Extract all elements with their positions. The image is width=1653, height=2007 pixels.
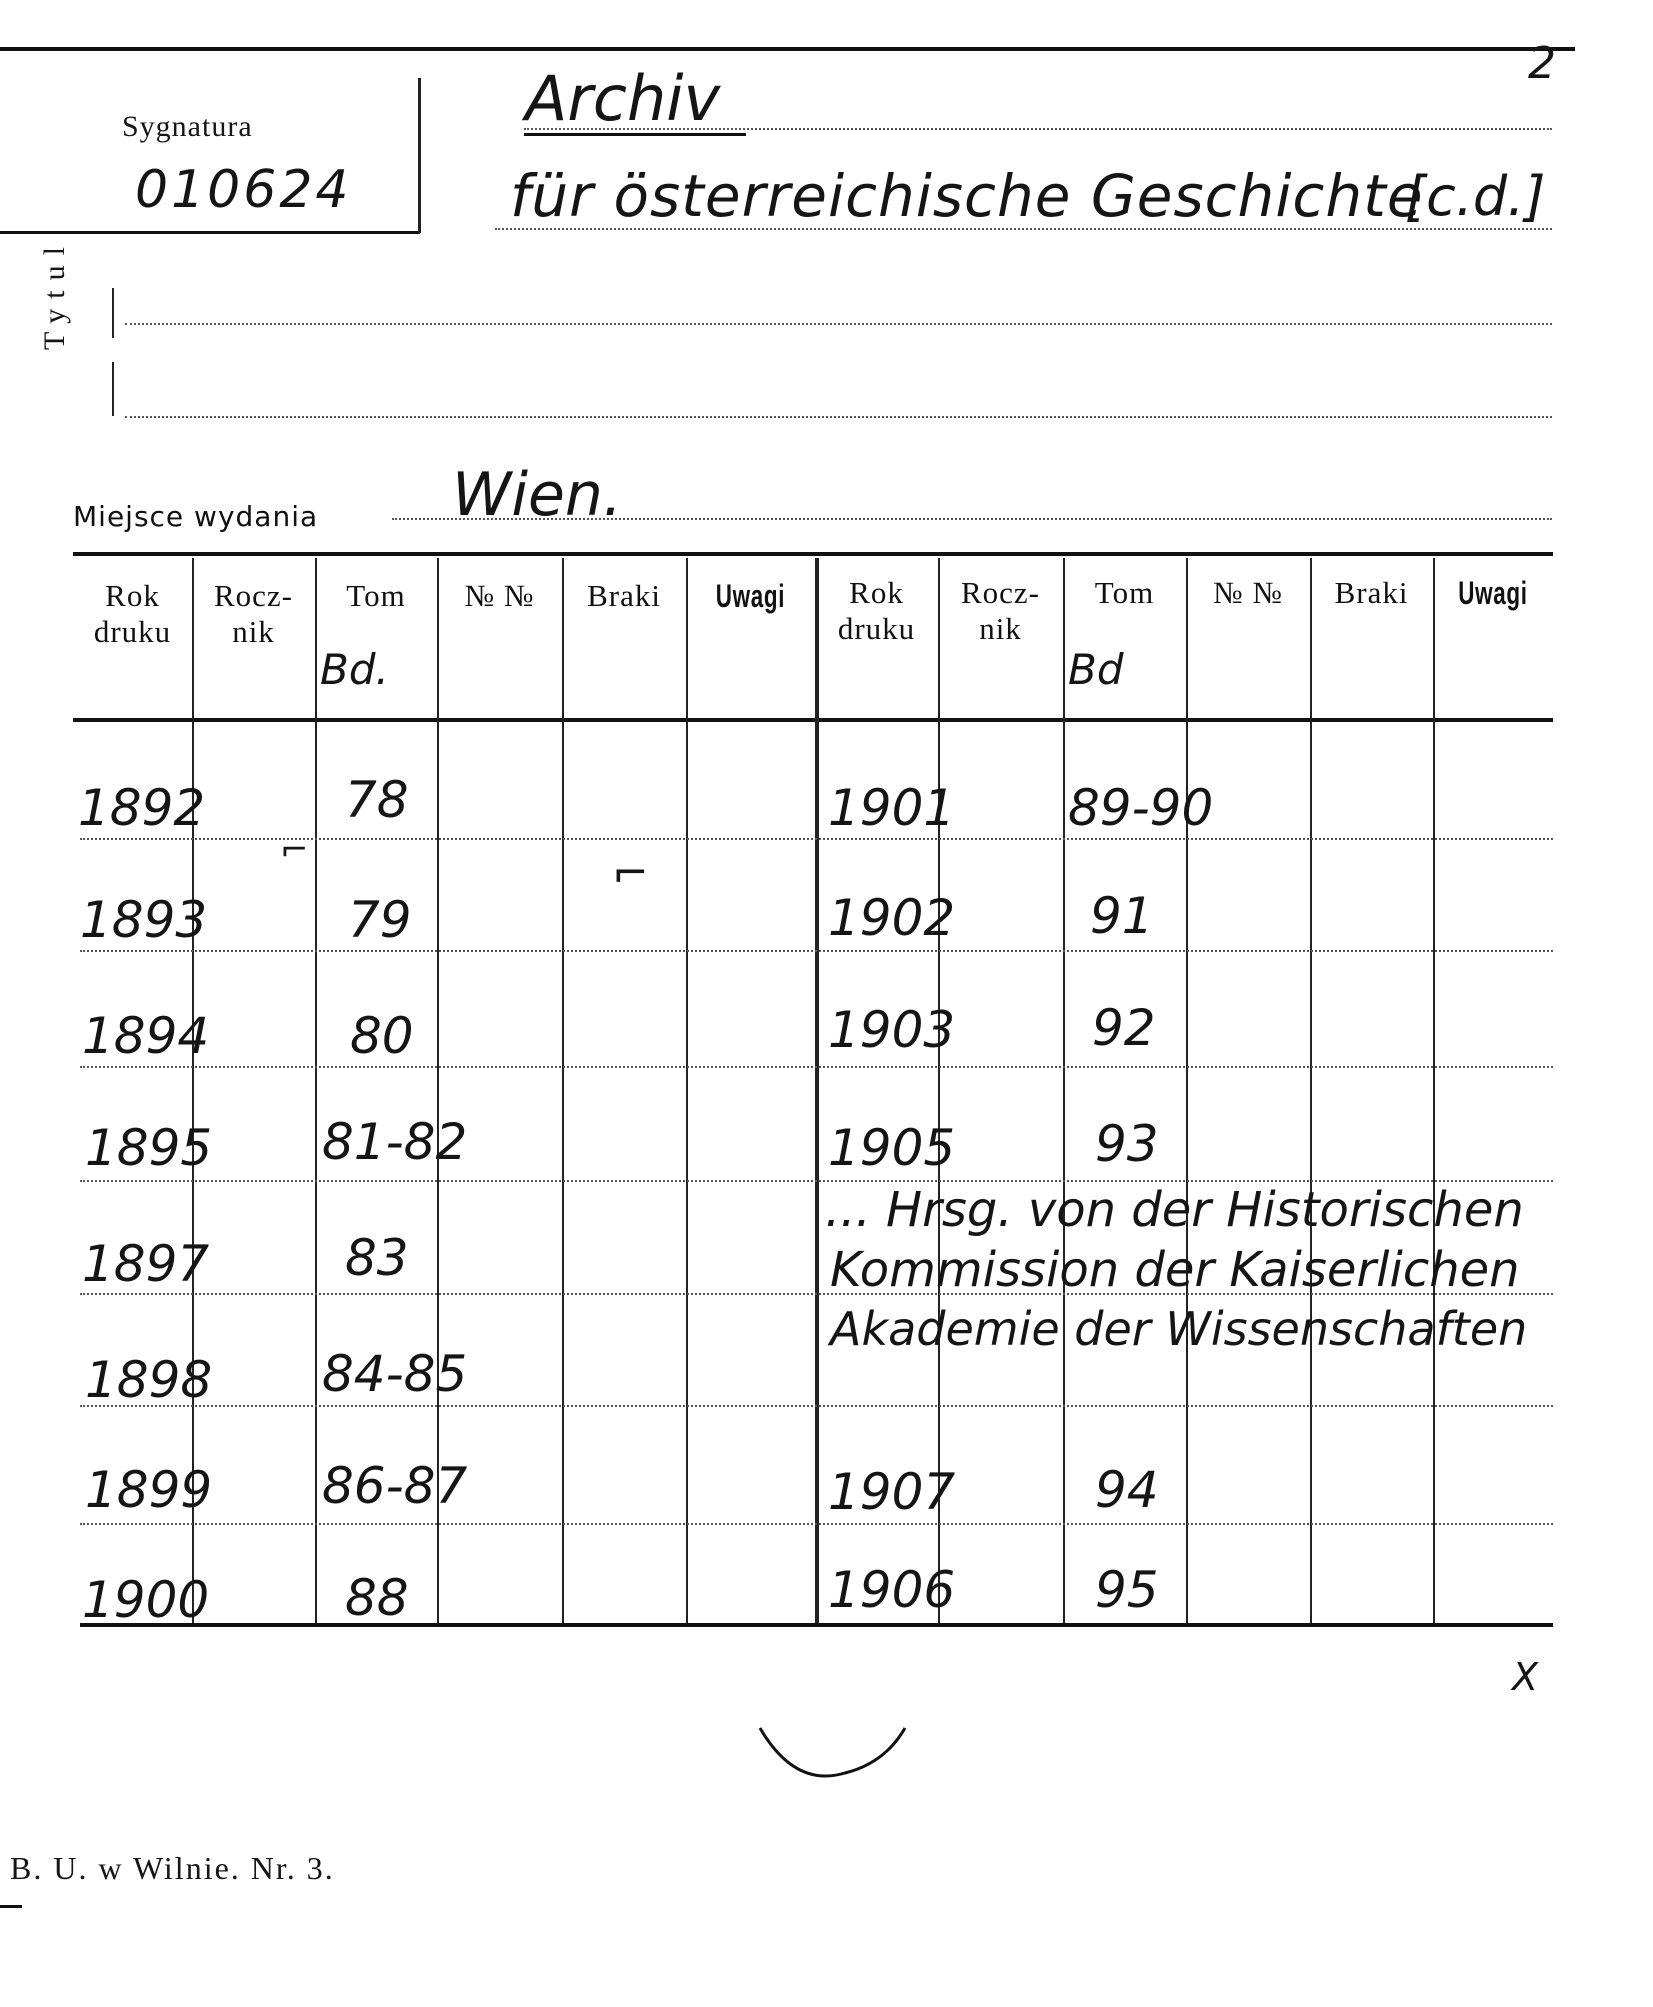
miejsce-value: Wien. (452, 460, 623, 530)
col-line-4 (562, 558, 564, 1623)
left-tom-6: 84-85 (322, 1345, 468, 1403)
right-year-6: 1906 (828, 1561, 956, 1619)
hdr-uwagi-right: Uwagi (1458, 575, 1528, 611)
left-year-7: 1899 (85, 1461, 213, 1519)
sygnatura-label: Sygnatura (122, 110, 253, 143)
hdr-rok-right (815, 575, 938, 647)
col-line-11 (1433, 558, 1435, 1623)
right-tom-5: 94 (1095, 1461, 1159, 1519)
left-tom-2: 79 (348, 891, 412, 949)
table-top (73, 552, 1553, 556)
sygnatura-box-right (418, 78, 421, 233)
hdr-rocznik-r2: nik (979, 611, 1022, 646)
col-line-2 (315, 558, 317, 1623)
col-line-9 (1186, 558, 1188, 1623)
hdr-tom-left: Tom (346, 578, 406, 613)
left-tom-5: 83 (345, 1229, 409, 1287)
hdr-rok-l2: druku (93, 614, 172, 649)
row-sep-7 (80, 1523, 1553, 1525)
footer-stub (0, 1905, 22, 1908)
hdr-braki-left: Braki (587, 578, 661, 613)
hdr-nn-left: № № (464, 578, 535, 613)
hdr-rocznik-l2: nik (232, 614, 275, 649)
left-tom-1: 78 (345, 771, 409, 829)
col-line-8 (1063, 558, 1065, 1623)
tytul-label: Tytul (38, 237, 71, 350)
hdr-tom-sub-left: Bd. (320, 645, 389, 694)
hdr-rocznik-left (192, 578, 315, 650)
right-tom-6: 95 (1095, 1561, 1159, 1619)
title-dotline-2 (495, 228, 1552, 230)
table-bottom (80, 1623, 1553, 1627)
title-underline (524, 133, 746, 136)
miejsce-dotline (392, 518, 1552, 520)
right-year-1: 1901 (828, 779, 956, 837)
left-year-4: 1895 (85, 1119, 213, 1177)
right-tom-1: 89-90 (1068, 779, 1214, 837)
title-line2: für österreichische Geschichte (510, 162, 1424, 230)
left-year-5: 1897 (82, 1235, 210, 1293)
footer-text: B. U. w Wilnie. Nr. 3. (10, 1850, 335, 1886)
note-line-3: Akademie der Wissenschaften (830, 1302, 1528, 1356)
tytul-dotline-1 (125, 323, 1552, 325)
right-year-3: 1903 (828, 1001, 956, 1059)
right-year-2: 1902 (828, 889, 956, 947)
hdr-uwagi-left: Uwagi (715, 578, 786, 614)
row-sep-2 (80, 950, 1553, 952)
miejsce-label: Miejsce wydania (73, 500, 319, 533)
tytul-dotline-2 (125, 416, 1552, 418)
left-year-8: 1900 (82, 1571, 210, 1629)
hdr-tom-sub-right: Bd (1068, 645, 1124, 694)
curve-mark (755, 1718, 915, 1798)
title-dotline-1 (524, 128, 1552, 130)
tytul-bracket-1 (112, 288, 114, 338)
x-mark: X (1512, 1655, 1539, 1699)
hdr-rok-r2: druku (837, 611, 916, 646)
right-year-4: 1905 (828, 1119, 956, 1177)
title-line1: Archiv (525, 62, 721, 135)
page-number: 2 (1528, 38, 1556, 89)
sygnatura-value: 010624 (135, 160, 352, 220)
tytul-bracket-2 (112, 362, 114, 416)
title-line2-suffix: [c.d.] (1405, 165, 1546, 228)
row-sep-3 (80, 1066, 1553, 1068)
hdr-rok-r1: Rok (849, 575, 904, 610)
header-bottom (73, 718, 1553, 722)
hdr-rocznik-right (938, 575, 1063, 647)
right-year-5: 1907 (828, 1463, 956, 1521)
left-year-2: 1893 (80, 891, 208, 949)
left-year-1: 1892 (78, 779, 206, 837)
hdr-braki-right: Braki (1334, 575, 1409, 610)
col-line-5 (686, 558, 688, 1623)
hdr-rok-l1: Rok (105, 578, 160, 613)
left-tom-3: 80 (350, 1007, 414, 1065)
stray-tick-1: ⌐ (280, 830, 309, 870)
hdr-rocznik-l1: Rocz- (213, 578, 294, 613)
stray-tick-2: ⌐ (612, 848, 649, 899)
top-border (0, 47, 1575, 51)
left-tom-7: 86-87 (322, 1457, 468, 1515)
hdr-rok-left (73, 578, 192, 650)
left-tom-8: 88 (345, 1569, 409, 1627)
right-tom-4: 93 (1095, 1115, 1159, 1173)
sygnatura-box-bottom (0, 231, 420, 234)
hdr-rocznik-r1: Rocz- (960, 575, 1041, 610)
col-line-mid (815, 558, 819, 1623)
note-line-2: Kommission der Kaiserlichen (830, 1242, 1520, 1298)
row-sep-6 (80, 1405, 1553, 1407)
hdr-tom-right: Tom (1094, 575, 1155, 610)
right-tom-3: 92 (1092, 999, 1156, 1057)
hdr-nn-right: № № (1213, 575, 1283, 610)
left-tom-4: 81-82 (322, 1113, 468, 1171)
left-year-3: 1894 (82, 1007, 210, 1065)
col-line-10 (1310, 558, 1312, 1623)
left-year-6: 1898 (85, 1351, 213, 1409)
note-line-1: ... Hrsg. von der Historischen (825, 1182, 1524, 1238)
right-tom-2: 91 (1090, 887, 1154, 945)
